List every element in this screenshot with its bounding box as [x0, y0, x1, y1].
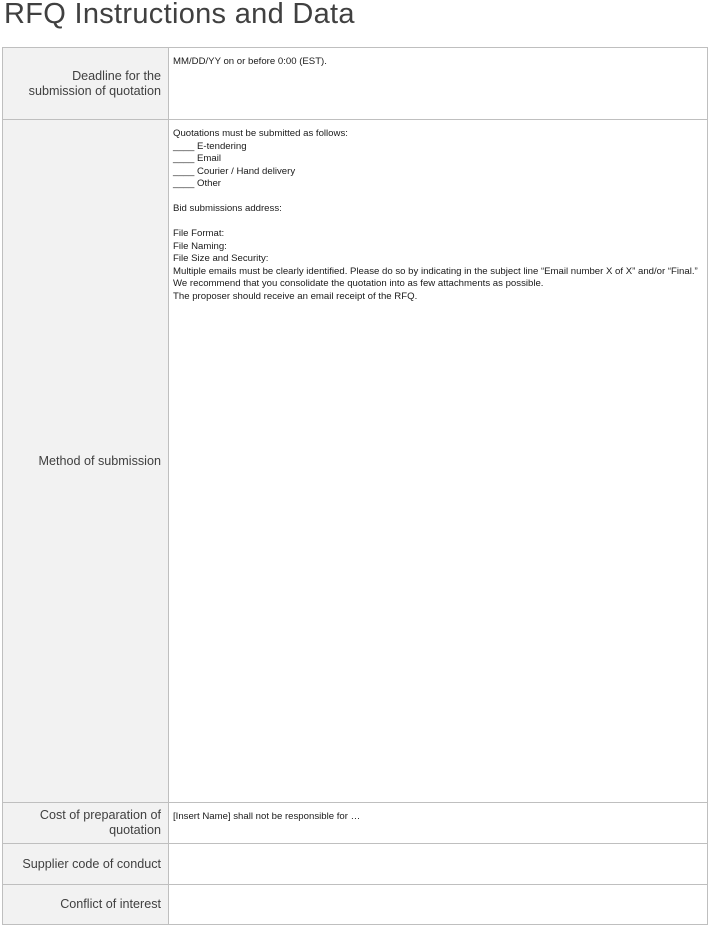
table-row-conflict: [3, 885, 708, 925]
file-format: File Format:: [173, 228, 225, 239]
table-row-deadline: [3, 48, 708, 120]
spacer: [173, 216, 703, 229]
table-row-supplier: [3, 844, 708, 885]
bid-address: Bid submissions address:: [173, 203, 282, 214]
deadline-label: [3, 48, 169, 120]
conflict-label: [3, 885, 169, 925]
method-option-other: ____ Other: [173, 178, 222, 189]
method-option-courier: ____ Courier / Hand delivery: [173, 165, 296, 177]
cost-label-text: Cost of preparation of quotation: [39, 808, 161, 837]
supplier-label: [3, 844, 169, 885]
method-label-text: Method of submission: [38, 453, 161, 468]
consolidate-note: We recommend that you consolidate the quotation into as few attachments as possible.: [173, 278, 544, 289]
deadline-value-cell[interactable]: [169, 48, 708, 120]
conflict-value-cell[interactable]: [169, 885, 708, 925]
multiple-emails-note: Multiple emails must be clearly identified. Please do so by indicating in the subject line “Email number X of X” and/or “Final.”: [173, 265, 698, 277]
cost-value-cell[interactable]: [169, 803, 708, 844]
supplier-value-cell[interactable]: [169, 844, 708, 885]
cost-value: [Insert Name] shall not be responsible for …: [173, 811, 361, 822]
table-row-cost: [3, 803, 708, 844]
file-naming: File Naming:: [173, 240, 227, 252]
supplier-label-text: Supplier code of conduct: [22, 856, 161, 871]
method-intro: Quotations must be submitted as follows:: [173, 128, 348, 139]
table-row-method: [3, 120, 708, 803]
deadline-label-text: Deadline for the submission of quotation: [28, 68, 161, 98]
method-value-cell[interactable]: [169, 120, 708, 803]
method-label: [3, 120, 169, 803]
receipt-note: The proposer should receive an email receipt of the RFQ.: [173, 290, 418, 302]
rfq-table: [2, 47, 708, 925]
deadline-value: MM/DD/YY on or before 0:00 (EST).: [173, 56, 327, 67]
conflict-label-text: Conflict of interest: [60, 897, 161, 911]
file-size-security: File Size and Security:: [173, 253, 269, 264]
cost-label: [3, 803, 169, 844]
method-option-email: ____ Email: [173, 153, 221, 164]
spacer: [173, 191, 703, 204]
page-title: RFQ Instructions and Data: [4, 0, 355, 30]
method-option-etendering: ____ E-tendering: [173, 140, 247, 152]
